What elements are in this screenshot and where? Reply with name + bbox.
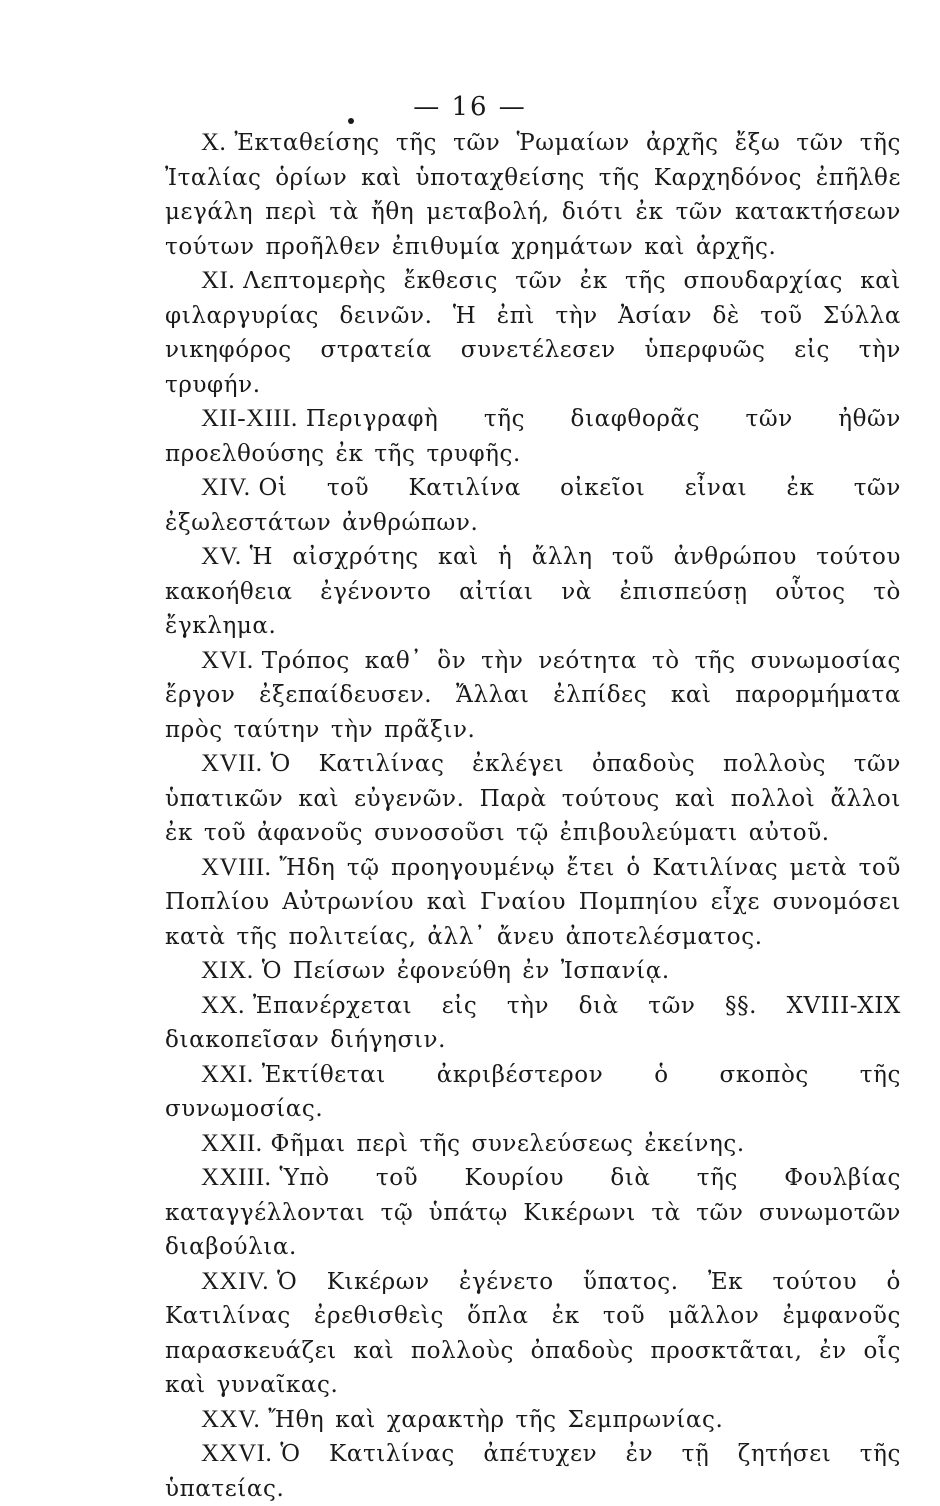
chapter-numeral: XI. <box>201 267 236 294</box>
chapter-numeral: XV. <box>201 543 242 570</box>
chapter-summary: Τρόπος καθ᾽ ὃν τὴν νεότητα τὸ τῆς συνωμοσίας ἔργον ἐξεπαίδευσεν. Ἄλλαι ἐλπίδες καὶ παρορμήματα πρὸς ταύτην τὴν πρᾶξιν. <box>165 647 901 743</box>
chapter-summary: Ὁ Κικέρων ἐγένετο ὕπατος. Ἐκ τούτου ὁ Κατιλίνας ἐρεθισθεὶς ὅπλα ἐκ τοῦ μᾶλλον ἐμφανοῦς παρασκευάζει καὶ πολλοὺς ὀπαδοὺς προσκτᾶται, ἐν οἷς καὶ γυναῖκας. <box>165 1268 901 1398</box>
chapter-summary: Ὁ Πείσων ἐφονεύθη ἐν Ἰσπανίᾳ. <box>261 958 670 984</box>
entry-xxv <box>165 1403 901 1438</box>
chapter-numeral: XXIV. <box>201 1267 270 1295</box>
entry-xx <box>165 989 901 1058</box>
chapter-numeral: XVI. <box>201 646 254 674</box>
chapter-summary: Ἡ αἰσχρότης καὶ ἡ ἄλλη τοῦ ἀνθρώπου τούτου κακοήθεια ἐγένοντο αἰτίαι νὰ ἐπισπεύσῃ οὗτος τὸ ἔγκλημα. <box>165 544 901 639</box>
chapter-summary: Ἐκτίθεται ἀκριβέστερον ὁ σκοπὸς τῆς συνωμοσίας. <box>165 1061 901 1122</box>
entry-xix <box>165 954 901 989</box>
chapter-summary: Περιγραφὴ τῆς διαφθορᾶς τῶν ἠθῶν προελθούσης ἐκ τῆς τρυφῆς. <box>165 406 901 467</box>
entry-xxvi <box>165 1437 901 1506</box>
chapter-numeral: XII-XIII. <box>201 405 298 432</box>
ink-dot <box>348 118 354 124</box>
chapter-summary: Ἐπανέρχεται εἰς τὴν διὰ τῶν §§. XVIII-XIX διακοπεῖσαν διήγησιν. <box>165 992 901 1053</box>
entry-xii-xiii <box>165 402 901 471</box>
entry-xvii <box>165 747 901 851</box>
page-number: — 16 — <box>413 92 527 122</box>
entry-xxiv <box>165 1265 901 1403</box>
chapter-numeral: XIX. <box>201 957 254 984</box>
chapter-summary: Ὁ Κατιλίνας ἐκλέγει ὀπαδοὺς πολλοὺς τῶν ὑπατικῶν καὶ εὐγενῶν. Παρὰ τούτους καὶ πολλοὶ ἄλλοι ἐκ τοῦ ἀφανοῦς συνοσοῦσι τῷ ἐπιβουλεύματι αὐτοῦ. <box>165 751 901 846</box>
chapter-numeral: XXVI. <box>201 1440 273 1467</box>
entry-x <box>165 126 901 264</box>
chapter-summary: Λεπτομερὴς ἔκθεσις τῶν ἐκ τῆς σπουδαρχίας καὶ φιλαργυρίας δεινῶν. Ἡ ἐπὶ τὴν Ἀσίαν δὲ τοῦ Σύλλα νικηφόρος στρατεία συνετέλεσεν ὑπερφυῶς εἰς τὴν τρυφήν. <box>165 268 901 398</box>
chapter-numeral: XXII. <box>201 1129 263 1157</box>
chapter-numeral: XX. <box>201 991 245 1019</box>
entry-xiv <box>165 471 901 540</box>
chapter-summary: Ὑπὸ τοῦ Κουρίου διὰ τῆς Φουλβίας καταγγέλλονται τῷ ὑπάτῳ Κικέρωνι τὰ τῶν συνωμοτῶν διαβούλια. <box>165 1165 901 1260</box>
chapter-summary: Φῆμαι περὶ τῆς συνελεύσεως ἐκείνης. <box>270 1130 745 1157</box>
entry-xvi <box>165 644 901 748</box>
chapter-summary: Ἐκταθείσης τῆς τῶν Ῥωμαίων ἀρχῆς ἔξω τῶν τῆς Ἰταλίας ὁρίων καὶ ὑποταχθείσης τῆς Καρχηδόνος ἐπῆλθε μεγάλη περὶ τὰ ἤθη μεταβολή, διότι ἐκ τῶν κατακτήσεων τούτων προῆλθεν ἐπιθυμία χρημάτων καὶ ἀρχῆς. <box>165 130 901 260</box>
chapter-numeral: XVII. <box>201 750 263 777</box>
chapter-numeral: X. <box>201 129 227 156</box>
chapter-summary: Οἱ τοῦ Κατιλίνα οἰκεῖοι εἶναι ἐκ τῶν ἐξωλεστάτων ἀνθρώπων. <box>165 475 901 536</box>
entry-xi <box>165 264 901 402</box>
chapter-summary: Ἤθη καὶ χαρακτὴρ τῆς Σεμπρωνίας. <box>268 1406 724 1433</box>
entry-xviii <box>165 851 901 955</box>
chapter-numeral: XXI. <box>201 1060 254 1088</box>
chapter-numeral: XXV. <box>201 1405 261 1433</box>
entry-xv <box>165 540 901 644</box>
entry-xxiii <box>165 1161 901 1265</box>
entry-xxii <box>165 1127 901 1162</box>
entry-xxi <box>165 1058 901 1127</box>
summary-text <box>165 126 901 1506</box>
chapter-numeral: XIV. <box>201 474 251 501</box>
chapter-summary: Ἤδη τῷ προηγουμένῳ ἔτει ὁ Κατιλίνας μετὰ τοῦ Ποπλίου Αὐτρωνίου καὶ Γναίου Πομπηίου εἶχε συνομόσει κατὰ τῆς πολιτείας, ἀλλ᾽ ἄνευ ἀποτελέσματος. <box>165 854 901 950</box>
chapter-summary: Ὁ Κατιλίνας ἀπέτυχεν ἐν τῇ ζητήσει τῆς ὑπατείας. <box>165 1441 901 1502</box>
chapter-numeral: XXIII. <box>201 1164 272 1191</box>
chapter-numeral: XVIII. <box>201 853 272 881</box>
